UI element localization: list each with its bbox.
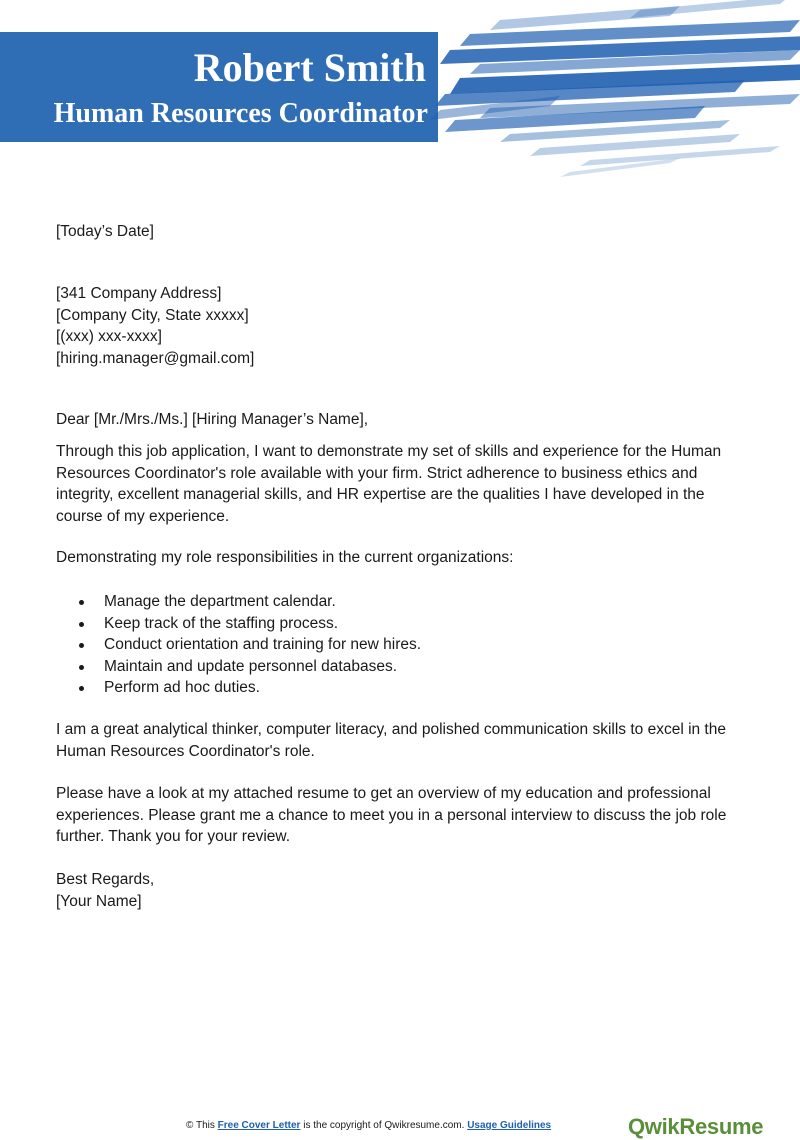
brand-qwik: Qwik: [628, 1114, 680, 1139]
list-item: Maintain and update personnel databases.: [56, 656, 421, 678]
footer-prefix: © This: [186, 1120, 215, 1131]
header-band: [0, 32, 438, 142]
recipient-address: [56, 283, 254, 369]
list-item: Conduct orientation and training for new hires.: [56, 634, 421, 656]
letter-date: [Today’s Date]: [56, 223, 154, 240]
candidate-title: Human Resources Coordinator: [53, 98, 428, 129]
decorative-stripes: [430, 0, 800, 190]
footer-middle: is the copyright of Qwikresume.com.: [303, 1120, 465, 1131]
responsibilities-list: [56, 591, 421, 699]
signoff: [56, 869, 154, 912]
responsibilities-intro: Demonstrating my role responsibilities in the current organizations:: [56, 549, 514, 566]
stripe-shape: [630, 0, 790, 18]
paragraph-intro: Through this job application, I want to demonstrate my set of skills and experience for the Human Resources Coordinator's role available with your firm. Strict adherence to business ethics and integrity, excellent managerial skills, and HR expertise are the qualities I have developed in the course of my experience.: [56, 443, 722, 525]
list-item: Manage the department calendar.: [56, 591, 421, 613]
candidate-name: Robert Smith: [193, 45, 426, 90]
paragraph-skills: I am a great analytical thinker, computer literacy, and polished communication skills to excel in the Human Resources Coordinator's role.: [56, 721, 726, 760]
address-line: [(xxx) xxx-xxxx]: [56, 328, 162, 345]
signature-name: [Your Name]: [56, 892, 142, 910]
address-line: [341 Company Address]: [56, 285, 222, 302]
list-item: Keep track of the staffing process.: [56, 613, 421, 635]
address-line: [hiring.manager@gmail.com]: [56, 349, 255, 367]
salutation: Dear [Mr./Mrs./Ms.] [Hiring Manager’s Name],: [56, 411, 369, 428]
brand-resume: Resume: [679, 1114, 764, 1139]
paragraph-closing: Please have a look at my attached resume to get an overview of my education and professional experiences. Please grant me a chance to meet you in a personal interview to discuss the job role further. Thank you for your review.: [56, 785, 727, 845]
free-cover-letter-link[interactable]: Free Cover Letter: [217, 1120, 301, 1131]
list-item: Perform ad hoc duties.: [56, 677, 421, 699]
address-line: [Company City, State xxxxx]: [56, 306, 249, 324]
usage-guidelines-link[interactable]: Usage Guidelines: [467, 1120, 552, 1131]
closing-phrase: Best Regards,: [56, 871, 155, 888]
copyright-footer: [186, 1120, 606, 1131]
qwikresume-logo: [628, 1114, 763, 1140]
